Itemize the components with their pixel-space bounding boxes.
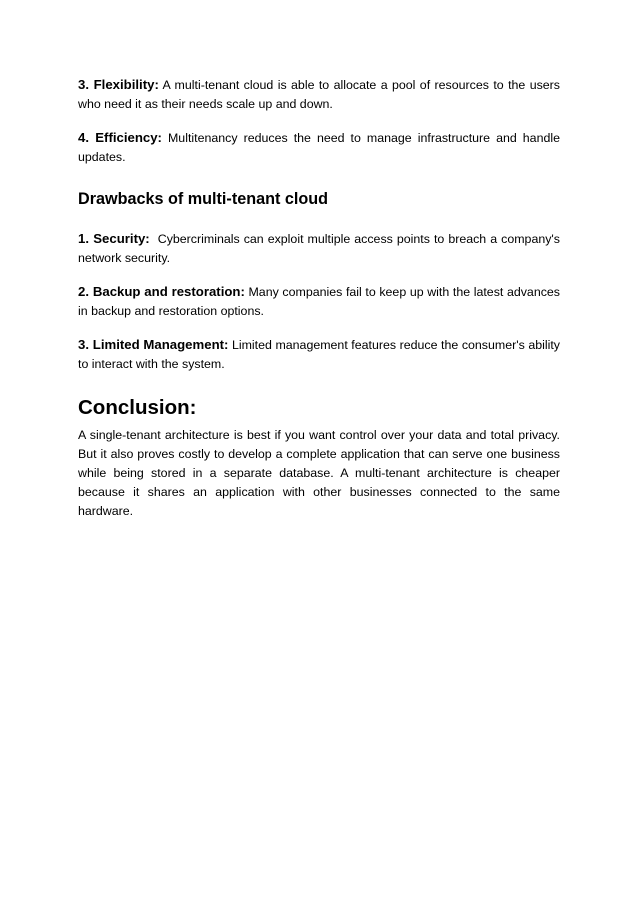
drawback-security: [78, 229, 564, 268]
benefit-efficiency-text: Multitenancy reduces the need to manage infrastructure and handle updates.: [78, 131, 560, 164]
benefit-flexibility: [78, 75, 560, 114]
benefit-efficiency: [78, 128, 560, 167]
drawbacks-heading: Drawbacks of multi-tenant cloud: [78, 190, 329, 208]
document-page: [78, 75, 564, 535]
drawback-management-text: Limited management features reduce the consumer's ability to interact with the system.: [78, 338, 561, 371]
benefit-efficiency-lead: 4. Efficiency:: [78, 130, 162, 145]
drawback-management-lead: 3. Limited Management:: [78, 337, 229, 352]
drawback-backup-lead: 2. Backup and restoration:: [78, 284, 245, 299]
drawback-management: [78, 335, 560, 374]
conclusion-text: A single-tenant architecture is best if you want control over your data and total privacy. But it also proves costly to develop a complete application that can serve one business while being stored in a separate database. A multi-tenant architecture is cheaper because it shares an application with other businesses connected to the same hardware.: [78, 428, 560, 518]
conclusion-heading: Conclusion:: [78, 396, 197, 419]
drawback-security-text: Cybercriminals can exploit multiple access points to breach a company's network security.: [78, 232, 564, 265]
drawback-backup: [78, 282, 560, 321]
benefit-flexibility-text: A multi-tenant cloud is able to allocate a pool of resources to the users who need it as their needs scale up and down.: [78, 78, 560, 111]
drawback-security-lead: 1. Security:: [78, 231, 150, 246]
drawback-backup-text: Many companies fail to keep up with the latest advances in backup and restoration options.: [78, 285, 560, 318]
benefit-flexibility-lead: 3. Flexibility:: [78, 77, 159, 92]
